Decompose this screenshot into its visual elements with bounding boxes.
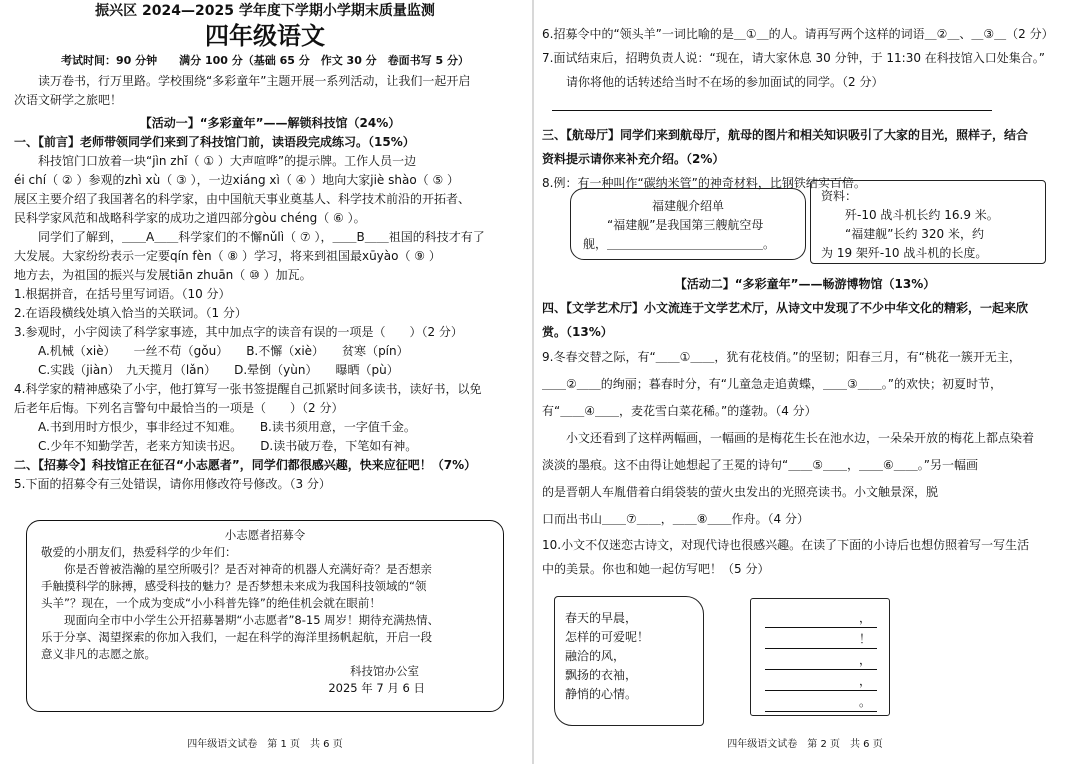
intro-line: 次语文研学之旅吧！: [14, 93, 123, 107]
poem-line: 怎样的可爱呢！: [565, 630, 650, 644]
notice-line: 现面向全市中小学生公开招募暑期“小志愿者”8-15 周岁！期待充满热情、: [64, 613, 440, 627]
activity2-title: 【活动二】“多彩童年”——畅游博物馆（13%）: [674, 277, 936, 291]
page-1-body: [14, 72, 526, 494]
poem-line: 飘扬的衣袖，: [565, 668, 638, 682]
passage-line: 展区主要介绍了我国著名的科学家，由中国航天事业奠基人、科学技术前沿的开拓者、: [14, 192, 471, 206]
passage-line: 大发展。大家纷纷表示一定要qín fèn（ ⑧ ）学习，将来到祖国最xūyào（ ⑨ ）: [14, 249, 441, 263]
exam-meta: 考试时间：90 分钟 满分 100 分（基础 65 分 作文 30 分 卷面书写 5 分）: [60, 54, 469, 67]
notice-sign: 科技馆办公室: [350, 664, 419, 678]
question-6: 6.招募令中的“领头羊”一词比喻的是＿①＿的人。请再写两个这样的词语＿②＿、＿③＿（2 分）: [542, 27, 1054, 41]
card-line: “福建舰”是我国第三艘航空母: [607, 218, 764, 232]
intro-line: 读万卷书，行万里路。学校围绕“多彩童年”主题开展一系列活动，让我们一起开启: [38, 74, 471, 88]
passage-line: 地方去，为祖国的振兴与发展tiān zhuān（ ⑩ ）加瓦。: [14, 268, 312, 282]
passage-line: 民科学家风范和战略科学家的成功之道四部分gòu chéng（ ⑥ ）。: [14, 211, 366, 225]
imitation-writing-box: [750, 598, 890, 716]
answer-line[interactable]: [552, 104, 992, 111]
reference-line: 为 19 架歼-10 战斗机的长度。: [821, 246, 988, 260]
reference-line: “福建舰”长约 320 米，约: [845, 227, 984, 241]
poem-line: 融洽的风，: [565, 649, 626, 663]
page-2-body-lower: [542, 272, 1068, 581]
question-9: 有“＿＿④＿＿，麦花雪白菜花稀。”的蓬勃。（4 分）: [542, 404, 817, 418]
question-4: 后老年后悔。下列名言警句中最恰当的一项是（ ）（2 分）: [14, 401, 344, 415]
notice-line: 乐于分享、渴望探索的你加入我们，一起在科学的海洋里扬帆起航，开启一段: [41, 630, 432, 644]
page-1: [0, 0, 530, 764]
notice-line: 你是否曾被浩瀚的星空所吸引？是否对神奇的机器人充满好奇？是否想亲: [64, 562, 432, 576]
question-4-option: C.少年不知勤学苦，老来方知读书迟。 D.读书破万卷，下笔如有神。: [38, 439, 418, 453]
question-4: 4.科学家的精神感染了小宇，他打算写一张书签提醒自己抓紧时间多读书，读好书，以免: [14, 382, 482, 396]
question-1: 1.根据拼音，在括号里写词语。（10 分）: [14, 287, 231, 301]
question-9: 9.冬春交替之际，有“＿＿①＿＿，犹有花枝俏。”的坚韧；阳春三月，有“桃花一簇开无主，: [542, 350, 1021, 364]
writing-line[interactable]: ！: [765, 631, 877, 649]
question-9-part2: 淡淡的墨痕。这不由得让她想起了王冕的诗句“＿＿⑤＿＿，＿＿⑥＿＿。”另一幅画: [542, 458, 978, 472]
section1-title: 一、【前言】老师带领同学们来到了科技馆门前，读语段完成练习。（15%）: [14, 135, 415, 149]
section2-title: 二、【招募令】科技馆正在征召“小志愿者”，同学们都很感兴趣，快来应征吧！（7%）: [14, 458, 477, 472]
page-title: 四年级语文: [205, 21, 325, 50]
page-2-footer: 四年级语文试卷 第 2 页 共 6 页: [727, 739, 883, 750]
question-8: 8.例：有一种叫作“碳纳米管”的神奇材料，比钢铁结实百倍。: [542, 176, 866, 190]
fujian-card: [570, 188, 806, 260]
card-answer-line[interactable]: 舰，＿＿＿＿＿＿＿＿＿＿＿＿＿。: [583, 237, 776, 251]
notice-line: 手触摸科学的脉搏，感受科技的魅力？是否梦想未来成为我国科技领域的“领: [41, 579, 427, 593]
passage-line: éi chí（ ② ）参观的zhì xù（ ③ ），一边xiáng xì（ ④ ）地向大家jiè shào（ ⑤ ）: [14, 173, 460, 187]
question-3: 3.参观时，小宇阅读了科学家事迹，其中加点字的读音有误的一项是（ ）（2 分）: [14, 325, 463, 339]
notice-date: 2025 年 7 月 6 日: [328, 681, 425, 695]
activity1-title: 【活动一】“多彩童年”——解锁科技馆（24%）: [139, 116, 401, 130]
page-1-footer: 四年级语文试卷 第 1 页 共 6 页: [187, 739, 343, 750]
notice-line: 意义非凡的志愿之旅。: [41, 647, 156, 661]
question-3-option: A.机械（xiè） 一丝不苟（gǒu） B.不懈（xiè） 贫寒（pín）: [38, 344, 409, 358]
question-9-part2: 小文还看到了这样两幅画，一幅画的是梅花生长在池水边，一朵朵开放的梅花上都点染着: [566, 431, 1035, 445]
question-5: 5.下面的招募令有三处错误，请你用修改符号修改。（3 分）: [14, 477, 331, 491]
question-9-part2: 口而出书山＿＿⑦＿＿，＿＿⑧＿＿作舟。（4 分）: [542, 512, 809, 526]
notice-greeting: 敬爱的小朋友们，热爱科学的少年们：: [41, 545, 237, 559]
section4-title: 赏。（13%）: [542, 325, 613, 339]
question-7: 7.面试结束后，招聘负责人说：“现在，请大家休息 30 分钟，于 11:30 在科技馆入口处集合。”: [542, 51, 1045, 65]
question-10: 10.小文不仅迷恋古诗文，对现代诗也很感兴趣。在读了下面的小诗后也想仿照着写一写生活: [542, 538, 1030, 552]
page-2: [538, 0, 1072, 764]
poem-scroll: [554, 596, 704, 726]
writing-line[interactable]: ，: [765, 673, 877, 691]
poem-line: 静悄的心情。: [565, 687, 638, 701]
section3-title: 资料提示请你来补充介绍。（2%）: [542, 152, 725, 166]
page-divider: [532, 0, 534, 764]
question-9-part2: 的是晋朝人车胤借着白绢袋装的萤火虫发出的光照亮读书。小文触景深，脱: [542, 485, 939, 499]
notice-title: 小志愿者招募令: [224, 528, 306, 542]
reference-label: 资料：: [821, 189, 858, 203]
reference-line: 歼-10 战斗机长约 16.9 米。: [845, 208, 999, 222]
question-7: 请你将他的话转述给当时不在场的参加面试的同学。（2 分）: [566, 75, 884, 89]
notice-line: 头羊”？现在，一个成为变成“小小科普先锋”的绝佳机会就在眼前！: [41, 596, 381, 610]
section4-title: 四、【文学艺术厅】小文流连于文学艺术厅，从诗文中发现了不少中华文化的精彩，一起来欣: [542, 301, 1029, 315]
question-3-option: C.实践（jiàn） 九天揽月（lǎn） D.晕倒（yùn） 曝晒（pù）: [38, 363, 399, 377]
question-2: 2.在语段横线处填入恰当的关联词。（1 分）: [14, 306, 247, 320]
writing-line[interactable]: 。: [765, 694, 877, 712]
writing-line[interactable]: ，: [765, 652, 877, 670]
writing-line[interactable]: ，: [765, 610, 877, 628]
section3-title: 三、【航母厅】同学们来到航母厅，航母的图片和相关知识吸引了大家的目光，照样子，结合: [542, 128, 1029, 142]
question-10: 中的美景。你也和她一起仿写吧！（5 分）: [542, 562, 770, 576]
passage-line: 同学们了解到，＿＿A＿＿科学家们的不懈nǔlì（ ⑦ ），＿＿B＿＿祖国的科技才有了: [38, 230, 485, 244]
exam-header: 振兴区 2024—2025 学年度下学期小学期末质量监测: [95, 3, 435, 19]
page-2-body: [542, 22, 1068, 195]
passage-line: 科技馆门口放着一块“jìn zhǐ（ ① ）大声喧哗”的提示牌。工作人员一边: [38, 154, 417, 168]
question-9: ＿＿②＿＿的绚丽；暮春时分，有“儿童急走追黄蝶，＿＿③＿＿。”的欢快；初夏时节，: [542, 377, 1002, 391]
poem-line: 春天的早晨，: [565, 611, 638, 625]
question-4-option: A.书到用时方恨少，事非经过不知难。 B.读书须用意，一字值千金。: [38, 420, 416, 434]
recruitment-notice: [26, 520, 504, 712]
card-title: 福建舰介绍单: [651, 199, 724, 213]
reference-card: [810, 180, 1046, 264]
